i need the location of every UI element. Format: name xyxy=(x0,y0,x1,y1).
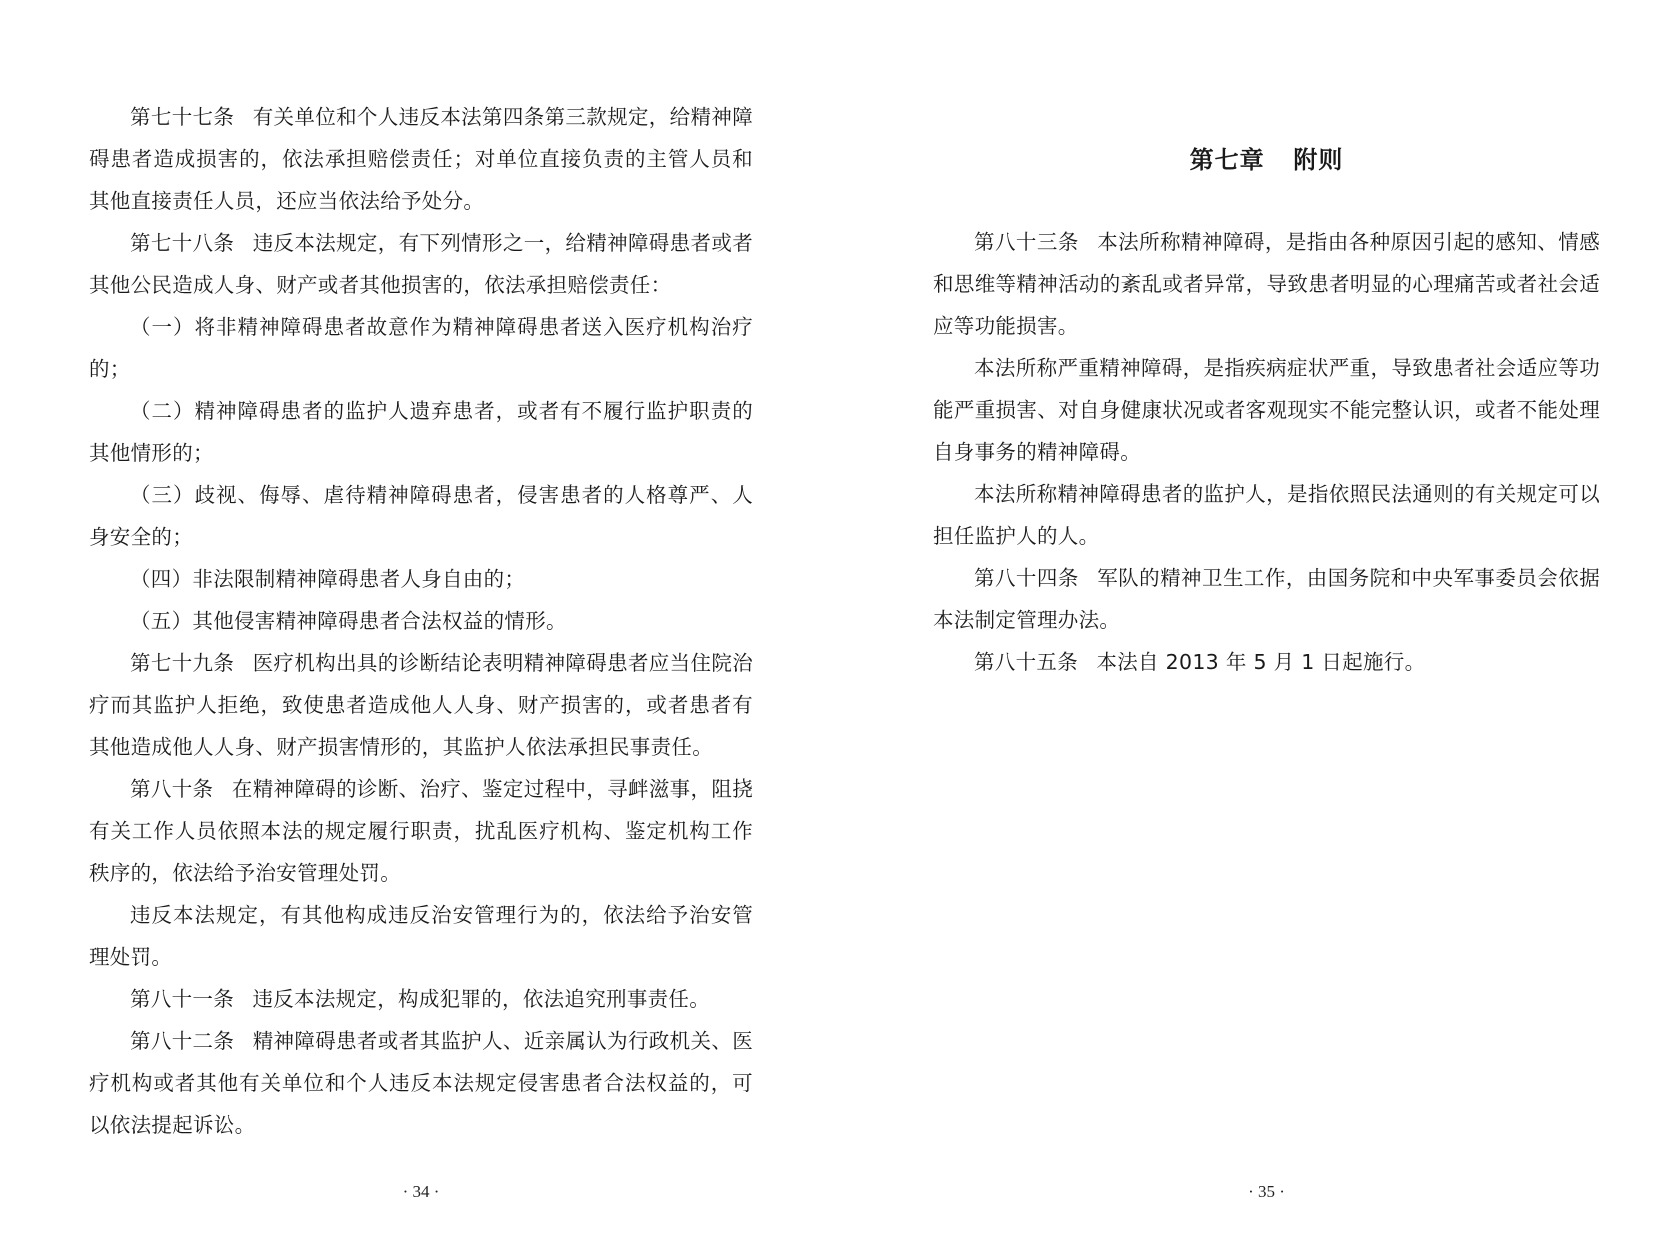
article-number: 第八十三条 xyxy=(974,230,1079,254)
article-83-paragraph-3 xyxy=(933,473,1600,557)
list-item xyxy=(89,600,753,642)
page-number: · 35 · xyxy=(1248,1182,1285,1201)
chapter-name: 附则 xyxy=(1293,146,1344,174)
article-number: 第八十二条 xyxy=(130,1029,235,1053)
article-85 xyxy=(933,641,1600,683)
article-text: 精神障碍患者或者其监护人、近亲属认为行政机关、医疗机构或者其他有关单位和个人违反本法规定侵害患者合法权益的，可以依法提起诉讼。 xyxy=(89,1029,754,1137)
chapter-title xyxy=(933,140,1600,175)
article-text: 本法所称精神障碍患者的监护人，是指依照民法通则的有关规定可以担任监护人的人。 xyxy=(933,482,1600,548)
article-80-paragraph-2 xyxy=(89,894,753,978)
article-number: 第八十条 xyxy=(130,777,214,801)
article-number: 第八十五条 xyxy=(974,650,1078,674)
article-83-paragraph-2 xyxy=(933,347,1600,473)
list-item xyxy=(89,474,753,558)
article-text: 违反本法规定，有下列情形之一，给精神障碍患者或者其他公民造成人身、财产或者其他损害的，依法承担赔偿责任： xyxy=(89,231,754,297)
list-item xyxy=(89,558,753,600)
article-78 xyxy=(89,222,753,306)
article-text: 在精神障碍的诊断、治疗、鉴定过程中，寻衅滋事，阻挠有关工作人员依照本法的规定履行职责，扰乱医疗机构、鉴定机构工作秩序的，依法给予治安管理处罚。 xyxy=(89,777,754,885)
item-text: （三）歧视、侮辱、虐待精神障碍患者，侵害患者的人格尊严、人身安全的； xyxy=(89,483,753,549)
item-text: （二）精神障碍患者的监护人遗弃患者，或者有不履行监护职责的其他情形的； xyxy=(89,399,753,465)
right-page-body xyxy=(933,221,1600,683)
right-page xyxy=(933,0,1600,1240)
article-79 xyxy=(89,642,753,768)
article-number: 第八十一条 xyxy=(130,987,234,1011)
article-84 xyxy=(933,557,1600,641)
article-82 xyxy=(89,1020,753,1146)
page-number: · 34 · xyxy=(402,1182,440,1201)
article-number: 第七十七条 xyxy=(130,105,235,129)
article-80 xyxy=(89,768,753,894)
article-81 xyxy=(89,978,753,1020)
article-83 xyxy=(933,221,1600,347)
chapter-number: 第七章 xyxy=(1189,146,1265,174)
left-page-body xyxy=(89,96,753,1146)
article-text: 本法所称严重精神障碍，是指疾病症状严重，导致患者社会适应等功能严重损害、对自身健康状况或者客观现实不能完整认识，或者不能处理自身事务的精神障碍。 xyxy=(933,356,1600,464)
article-text: 军队的精神卫生工作，由国务院和中央军事委员会依据本法制定管理办法。 xyxy=(933,566,1600,632)
list-item xyxy=(89,390,753,474)
item-text: （五）其他侵害精神障碍患者合法权益的情形。 xyxy=(130,609,567,633)
article-number: 第七十八条 xyxy=(130,231,235,255)
article-text: 违反本法规定，构成犯罪的，依法追究刑事责任。 xyxy=(252,987,711,1011)
article-text: 本法所称精神障碍，是指由各种原因引起的感知、情感和思维等精神活动的紊乱或者异常，导致患者明显的心理痛苦或者社会适应等功能损害。 xyxy=(933,230,1600,338)
left-page xyxy=(89,0,753,1240)
item-text: （四）非法限制精神障碍患者人身自由的； xyxy=(130,567,526,591)
list-item xyxy=(89,306,753,390)
article-text: 有关单位和个人违反本法第四条第三款规定，给精神障碍患者造成损害的，依法承担赔偿责任；对单位直接负责的主管人员和其他直接责任人员，还应当依法给予处分。 xyxy=(89,105,754,213)
article-text: 本法自 2013 年 5 月 1 日起施行。 xyxy=(1096,650,1426,674)
item-text: （一）将非精神障碍患者故意作为精神障碍患者送入医疗机构治疗的； xyxy=(89,315,753,381)
article-text: 违反本法规定，有其他构成违反治安管理行为的，依法给予治安管理处罚。 xyxy=(89,903,753,969)
article-text: 医疗机构出具的诊断结论表明精神障碍患者应当住院治疗而其监护人拒绝，致使患者造成他人人身、财产损害的，或者患者有其他造成他人人身、财产损害情形的，其监护人依法承担民事责任。 xyxy=(89,651,754,759)
article-number: 第七十九条 xyxy=(130,651,235,675)
article-77 xyxy=(89,96,753,222)
article-number: 第八十四条 xyxy=(974,566,1079,590)
